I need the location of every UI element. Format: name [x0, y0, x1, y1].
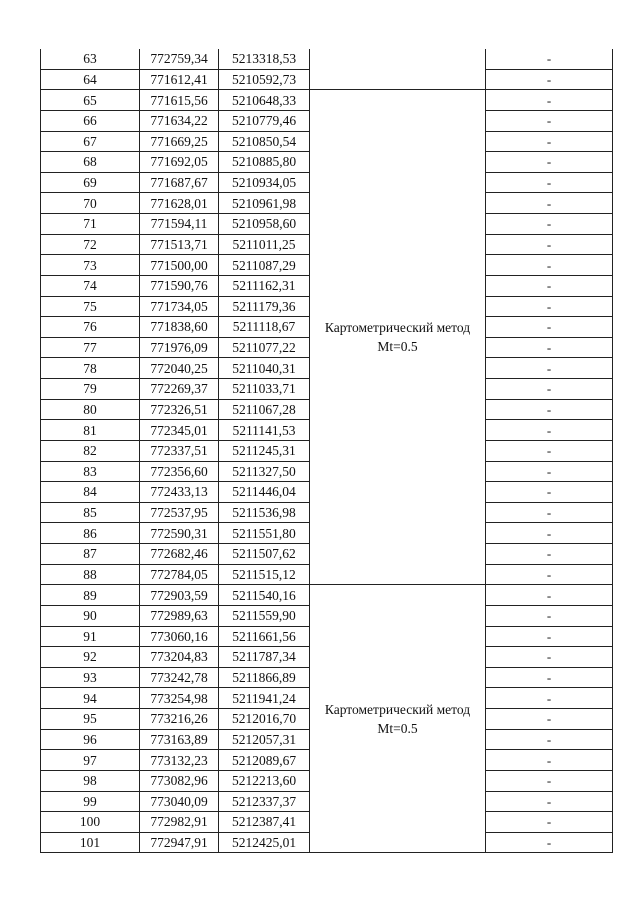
x-coordinate-cell: 771612,41	[140, 69, 219, 90]
note-cell: -	[486, 90, 613, 111]
note-cell: -	[486, 255, 613, 276]
note-cell: -	[486, 275, 613, 296]
note-cell: -	[486, 564, 613, 585]
note-cell: -	[486, 688, 613, 709]
y-coordinate-cell: 5210934,05	[219, 172, 310, 193]
note-cell: -	[486, 502, 613, 523]
y-coordinate-cell: 5212337,37	[219, 791, 310, 812]
note-cell: -	[486, 770, 613, 791]
point-number-cell: 63	[41, 49, 140, 69]
note-cell: -	[486, 832, 613, 853]
point-number-cell: 75	[41, 296, 140, 317]
point-number-cell: 89	[41, 585, 140, 606]
point-number-cell: 66	[41, 110, 140, 131]
x-coordinate-cell: 772537,95	[140, 502, 219, 523]
point-number-cell: 85	[41, 502, 140, 523]
note-cell: -	[486, 358, 613, 379]
y-coordinate-cell: 5211559,90	[219, 605, 310, 626]
note-cell: -	[486, 461, 613, 482]
note-cell: -	[486, 193, 613, 214]
y-coordinate-cell: 5211446,04	[219, 482, 310, 503]
point-number-cell: 98	[41, 770, 140, 791]
y-coordinate-cell: 5211787,34	[219, 647, 310, 668]
table-row	[41, 49, 613, 69]
point-number-cell: 72	[41, 234, 140, 255]
note-cell: -	[486, 482, 613, 503]
y-coordinate-cell: 5212425,01	[219, 832, 310, 853]
y-coordinate-cell: 5211011,25	[219, 234, 310, 255]
note-cell: -	[486, 605, 613, 626]
point-number-cell: 86	[41, 523, 140, 544]
note-cell: -	[486, 69, 613, 90]
x-coordinate-cell: 771590,76	[140, 275, 219, 296]
point-number-cell: 74	[41, 275, 140, 296]
point-number-cell: 76	[41, 317, 140, 338]
y-coordinate-cell: 5210885,80	[219, 152, 310, 173]
x-coordinate-cell: 773040,09	[140, 791, 219, 812]
note-cell: -	[486, 440, 613, 461]
point-number-cell: 68	[41, 152, 140, 173]
y-coordinate-cell: 5211661,56	[219, 626, 310, 647]
y-coordinate-cell: 5210958,60	[219, 214, 310, 235]
x-coordinate-cell: 773082,96	[140, 770, 219, 791]
x-coordinate-cell: 771692,05	[140, 152, 219, 173]
y-coordinate-cell: 5210779,46	[219, 110, 310, 131]
point-number-cell: 70	[41, 193, 140, 214]
note-cell: -	[486, 585, 613, 606]
x-coordinate-cell: 771500,00	[140, 255, 219, 276]
x-coordinate-cell: 772433,13	[140, 482, 219, 503]
note-cell: -	[486, 234, 613, 255]
x-coordinate-cell: 771734,05	[140, 296, 219, 317]
y-coordinate-cell: 5210850,54	[219, 131, 310, 152]
x-coordinate-cell: 772269,37	[140, 379, 219, 400]
y-coordinate-cell: 5212016,70	[219, 709, 310, 730]
point-number-cell: 81	[41, 420, 140, 441]
x-coordinate-cell: 771513,71	[140, 234, 219, 255]
x-coordinate-cell: 772903,59	[140, 585, 219, 606]
coordinates-table-body	[41, 49, 613, 853]
point-number-cell: 99	[41, 791, 140, 812]
x-coordinate-cell: 773204,83	[140, 647, 219, 668]
note-cell: -	[486, 296, 613, 317]
method-cell: Картометрический метод Mt=0.5	[310, 585, 486, 853]
point-number-cell: 77	[41, 337, 140, 358]
point-number-cell: 84	[41, 482, 140, 503]
x-coordinate-cell: 772682,46	[140, 544, 219, 565]
x-coordinate-cell: 771976,09	[140, 337, 219, 358]
y-coordinate-cell: 5211040,31	[219, 358, 310, 379]
x-coordinate-cell: 772784,05	[140, 564, 219, 585]
point-number-cell: 101	[41, 832, 140, 853]
point-number-cell: 100	[41, 812, 140, 833]
note-cell: -	[486, 337, 613, 358]
y-coordinate-cell: 5211551,80	[219, 523, 310, 544]
y-coordinate-cell: 5211179,36	[219, 296, 310, 317]
y-coordinate-cell: 5211866,89	[219, 667, 310, 688]
point-number-cell: 97	[41, 750, 140, 771]
note-cell: -	[486, 379, 613, 400]
x-coordinate-cell: 772982,91	[140, 812, 219, 833]
point-number-cell: 80	[41, 399, 140, 420]
point-number-cell: 88	[41, 564, 140, 585]
y-coordinate-cell: 5211327,50	[219, 461, 310, 482]
point-number-cell: 91	[41, 626, 140, 647]
x-coordinate-cell: 772337,51	[140, 440, 219, 461]
note-cell: -	[486, 523, 613, 544]
point-number-cell: 92	[41, 647, 140, 668]
x-coordinate-cell: 771615,56	[140, 90, 219, 111]
note-cell: -	[486, 750, 613, 771]
note-cell: -	[486, 626, 613, 647]
x-coordinate-cell: 773216,26	[140, 709, 219, 730]
note-cell: -	[486, 172, 613, 193]
point-number-cell: 64	[41, 69, 140, 90]
y-coordinate-cell: 5212057,31	[219, 729, 310, 750]
x-coordinate-cell: 772326,51	[140, 399, 219, 420]
note-cell: -	[486, 791, 613, 812]
y-coordinate-cell: 5211507,62	[219, 544, 310, 565]
x-coordinate-cell: 773060,16	[140, 626, 219, 647]
y-coordinate-cell: 5213318,53	[219, 49, 310, 69]
y-coordinate-cell: 5212213,60	[219, 770, 310, 791]
point-number-cell: 95	[41, 709, 140, 730]
y-coordinate-cell: 5212387,41	[219, 812, 310, 833]
y-coordinate-cell: 5211941,24	[219, 688, 310, 709]
y-coordinate-cell: 5211118,67	[219, 317, 310, 338]
x-coordinate-cell: 772040,25	[140, 358, 219, 379]
y-coordinate-cell: 5211087,29	[219, 255, 310, 276]
point-number-cell: 67	[41, 131, 140, 152]
point-number-cell: 71	[41, 214, 140, 235]
note-cell: -	[486, 152, 613, 173]
point-number-cell: 87	[41, 544, 140, 565]
x-coordinate-cell: 771628,01	[140, 193, 219, 214]
y-coordinate-cell: 5210592,73	[219, 69, 310, 90]
point-number-cell: 83	[41, 461, 140, 482]
y-coordinate-cell: 5211245,31	[219, 440, 310, 461]
y-coordinate-cell: 5211077,22	[219, 337, 310, 358]
note-cell: -	[486, 131, 613, 152]
point-number-cell: 90	[41, 605, 140, 626]
note-cell: -	[486, 110, 613, 131]
point-number-cell: 73	[41, 255, 140, 276]
point-number-cell: 82	[41, 440, 140, 461]
note-cell: -	[486, 399, 613, 420]
x-coordinate-cell: 771634,22	[140, 110, 219, 131]
table-row	[41, 585, 613, 606]
y-coordinate-cell: 5212089,67	[219, 750, 310, 771]
note-cell: -	[486, 544, 613, 565]
x-coordinate-cell: 773254,98	[140, 688, 219, 709]
y-coordinate-cell: 5211067,28	[219, 399, 310, 420]
x-coordinate-cell: 772989,63	[140, 605, 219, 626]
x-coordinate-cell: 772345,01	[140, 420, 219, 441]
x-coordinate-cell: 772590,31	[140, 523, 219, 544]
point-number-cell: 94	[41, 688, 140, 709]
x-coordinate-cell: 771594,11	[140, 214, 219, 235]
x-coordinate-cell: 772947,91	[140, 832, 219, 853]
point-number-cell: 65	[41, 90, 140, 111]
x-coordinate-cell: 773132,23	[140, 750, 219, 771]
y-coordinate-cell: 5211515,12	[219, 564, 310, 585]
y-coordinate-cell: 5210961,98	[219, 193, 310, 214]
note-cell: -	[486, 317, 613, 338]
point-number-cell: 69	[41, 172, 140, 193]
note-cell: -	[486, 667, 613, 688]
point-number-cell: 78	[41, 358, 140, 379]
x-coordinate-cell: 771838,60	[140, 317, 219, 338]
note-cell: -	[486, 709, 613, 730]
method-cell	[310, 49, 486, 90]
x-coordinate-cell: 773242,78	[140, 667, 219, 688]
coordinates-table	[40, 49, 613, 853]
note-cell: -	[486, 214, 613, 235]
method-cell: Картометрический метод Mt=0.5	[310, 90, 486, 585]
x-coordinate-cell: 772356,60	[140, 461, 219, 482]
note-cell: -	[486, 647, 613, 668]
y-coordinate-cell: 5210648,33	[219, 90, 310, 111]
x-coordinate-cell: 771687,67	[140, 172, 219, 193]
y-coordinate-cell: 5211141,53	[219, 420, 310, 441]
note-cell: -	[486, 812, 613, 833]
point-number-cell: 93	[41, 667, 140, 688]
y-coordinate-cell: 5211536,98	[219, 502, 310, 523]
x-coordinate-cell: 773163,89	[140, 729, 219, 750]
note-cell: -	[486, 420, 613, 441]
note-cell: -	[486, 729, 613, 750]
x-coordinate-cell: 771669,25	[140, 131, 219, 152]
point-number-cell: 79	[41, 379, 140, 400]
y-coordinate-cell: 5211162,31	[219, 275, 310, 296]
x-coordinate-cell: 772759,34	[140, 49, 219, 69]
y-coordinate-cell: 5211540,16	[219, 585, 310, 606]
note-cell: -	[486, 49, 613, 69]
point-number-cell: 96	[41, 729, 140, 750]
y-coordinate-cell: 5211033,71	[219, 379, 310, 400]
table-row	[41, 90, 613, 111]
